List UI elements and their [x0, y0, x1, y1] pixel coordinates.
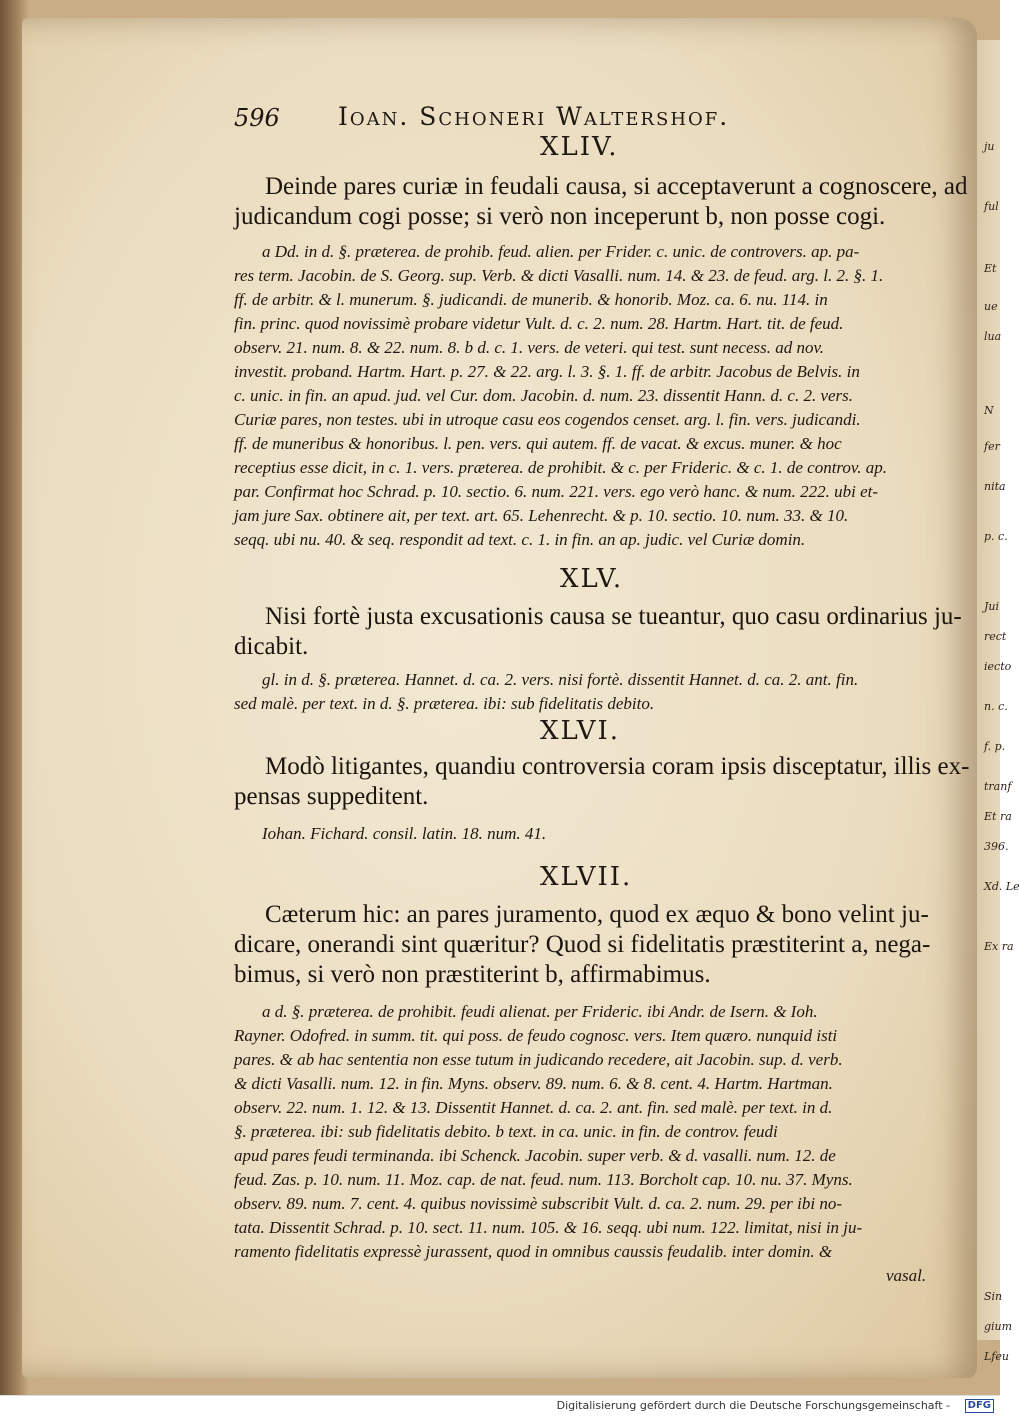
margin-fragment: tranf: [984, 780, 1012, 793]
note-line: apud pares feudi terminanda. ibi Schenck. Jacobin. super verb. & d. vasalli. num. 12. de: [234, 1146, 836, 1165]
section-heading: XLVII.: [540, 862, 633, 892]
body-line: bimus, si verò non præstiterint b, affirmabimus.: [234, 961, 711, 988]
note-line: gl. in d. §. præterea. Hannet. d. ca. 2. vers. nisi fortè. dissentit Hannet. d. ca. 2. ant. fin.: [262, 670, 859, 689]
margin-fragment: p. c.: [984, 530, 1008, 543]
body-line: dicare, onerandi sint quæritur? Quod si fidelitatis præstiterint a, nega-: [234, 931, 931, 958]
margin-fragment: Xd. Le: [984, 880, 1020, 893]
page-number: 596: [234, 104, 280, 132]
body-line: judicandum cogi posse; si verò non inceperunt b, non posse cogi.: [234, 203, 886, 230]
margin-fragment: Jui: [984, 600, 1000, 613]
note-line: Rayner. Odofred. in summ. tit. qui poss. de feudo cognosc. vers. Item quæro. nunquid isti: [234, 1026, 838, 1045]
margin-fragment: Et ra: [984, 810, 1012, 823]
note-line: ff. de arbitr. & l. munerum. §. judicandi. de munerib. & honorib. Moz. ca. 6. nu. 114. in: [234, 290, 828, 309]
note-line: pares. & ab hac sententia non esse tutum in judicando recedere, ait Jacobin. sup. d. verb.: [234, 1050, 843, 1069]
margin-fragment: Ex ra: [984, 940, 1014, 953]
note-line: seqq. ubi nu. 40. & seq. respondit ad text. c. 1. in fin. an ap. judic. vel Curiæ domin.: [234, 530, 806, 549]
body-line: pensas suppeditent.: [234, 783, 429, 810]
section-heading: XLVI.: [540, 716, 621, 746]
note-line: Iohan. Fichard. consil. latin. 18. num. 41.: [262, 824, 547, 843]
margin-fragment: n. c.: [984, 700, 1008, 713]
note-line: Curiæ pares, non testes. ubi in utroque casu eos cogendos censet. arg. l. fin. vers. judicandi.: [234, 410, 861, 429]
note-line: & dicti Vasalli. num. 12. in fin. Myns. observ. 89. num. 6. & 8. cent. 4. Hartm. Hartman.: [234, 1074, 833, 1093]
note-line: c. unic. in fin. an apud. jud. vel Cur. dom. Jacobin. d. num. 23. dissentit Hann. d. c. 2. vers.: [234, 386, 854, 405]
margin-fragment: gium: [984, 1320, 1013, 1333]
footer-bar: [0, 1395, 1000, 1416]
running-title: Ioan. Schoneri Waltershof.: [338, 102, 730, 131]
section-heading: XLV.: [560, 564, 624, 594]
note-line: vasal.: [886, 1266, 927, 1285]
note-line: res term. Jacobin. de S. Georg. sup. Verb. & dicti Vasalli. num. 14. & 23. de feud. arg. l. 2. §. 1.: [234, 266, 884, 285]
note-line: sed malè. per text. in d. §. præterea. ibi: sub fidelitatis debito.: [234, 694, 655, 713]
margin-fragment: ue: [984, 300, 998, 313]
note-line: feud. Zas. p. 10. num. 11. Moz. cap. de nat. feud. num. 113. Borcholt cap. 10. nu. 37. Myns.: [234, 1170, 853, 1189]
margin-fragment: N: [984, 404, 994, 417]
section-heading: XLIV.: [540, 132, 619, 162]
dfg-logo: DFG: [965, 1399, 994, 1413]
note-line: a d. §. præterea. de prohibit. feudi alienat. per Frideric. ibi Andr. de Isern. & Ioh.: [262, 1002, 818, 1021]
body-line: Nisi fortè justa excusationis causa se tueantur, quo casu ordinarius ju-: [265, 603, 962, 630]
body-line: Cæterum hic: an pares juramento, quod ex æquo & bono velint ju-: [265, 901, 929, 928]
margin-fragment: 396.: [984, 840, 1009, 853]
margin-fragment: ju: [984, 140, 995, 153]
body-line: dicabit.: [234, 633, 309, 660]
note-line: jam jure Sax. obtinere ait, per text. art. 65. Lehenrecht. & p. 10. sectio. 10. num. 33. & 10.: [234, 506, 849, 525]
margin-fragment: rect: [984, 630, 1007, 643]
note-line: fin. princ. quod novissimè probare videtur Vult. d. c. 2. num. 28. Hartm. Hart. tit. de feud.: [234, 314, 844, 333]
funding-credit: Digitalisierung gefördert durch die Deutsche Forschungsgemeinschaft -: [556, 1399, 950, 1412]
margin-fragment: Sin: [984, 1290, 1003, 1303]
note-line: §. præterea. ibi: sub fidelitatis debito. b text. in ca. unic. in fin. de controv. feudi: [234, 1122, 778, 1141]
margin-fragment: Lfeu: [984, 1350, 1009, 1363]
note-line: receptius esse dicit, in c. 1. vers. præterea. de prohibit. & c. per Frideric. & c. 1. de controv. ap.: [234, 458, 887, 477]
margin-fragment: f. p.: [984, 740, 1006, 753]
note-line: ff. de muneribus & honoribus. l. pen. vers. qui autem. ff. de vacat. & excus. muner. & hoc: [234, 434, 842, 453]
note-line: tata. Dissentit Schrad. p. 10. sect. 11. num. 105. & 16. seqq. ubi num. 122. limitat, nisi in ju-: [234, 1218, 863, 1237]
margin-fragment: fer: [984, 440, 1000, 453]
note-line: observ. 89. num. 7. cent. 4. quibus novissimè subscribit Vult. d. ca. 2. num. 29. per ibi no-: [234, 1194, 843, 1213]
margin-fragment: iecto: [984, 660, 1012, 673]
note-line: investit. proband. Hartm. Hart. p. 27. & 22. arg. l. 3. §. 1. ff. de arbitr. Jacobus de Belvis. in: [234, 362, 860, 381]
margin-fragment: lua: [984, 330, 1002, 343]
note-line: observ. 22. num. 1. 12. & 13. Dissentit Hannet. d. ca. 2. ant. fin. sed malè. per text. in d.: [234, 1098, 833, 1117]
note-line: par. Confirmat hoc Schrad. p. 10. sectio. 6. num. 221. vers. ego verò hanc. & num. 222. ubi et-: [234, 482, 879, 501]
margin-fragment: Et: [984, 262, 997, 275]
note-line: a Dd. in d. §. præterea. de prohib. feud. alien. per Frider. c. unic. de controvers. ap. pa-: [262, 242, 860, 261]
margin-fragment: nita: [984, 480, 1006, 493]
note-line: observ. 21. num. 8. & 22. num. 8. b d. c. 1. vers. de veteri. qui test. sunt necess. ad nov.: [234, 338, 825, 357]
note-line: ramento fidelitatis expressè jurassent, quod in omnibus caussis feudalib. inter domin. &: [234, 1242, 833, 1261]
margin-fragment: ful: [984, 200, 999, 213]
body-line: Modò litigantes, quandiu controversia coram ipsis disceptatur, illis ex-: [265, 753, 970, 780]
body-line: Deinde pares curiæ in feudali causa, si acceptaverunt a cognoscere, ad: [265, 173, 968, 200]
